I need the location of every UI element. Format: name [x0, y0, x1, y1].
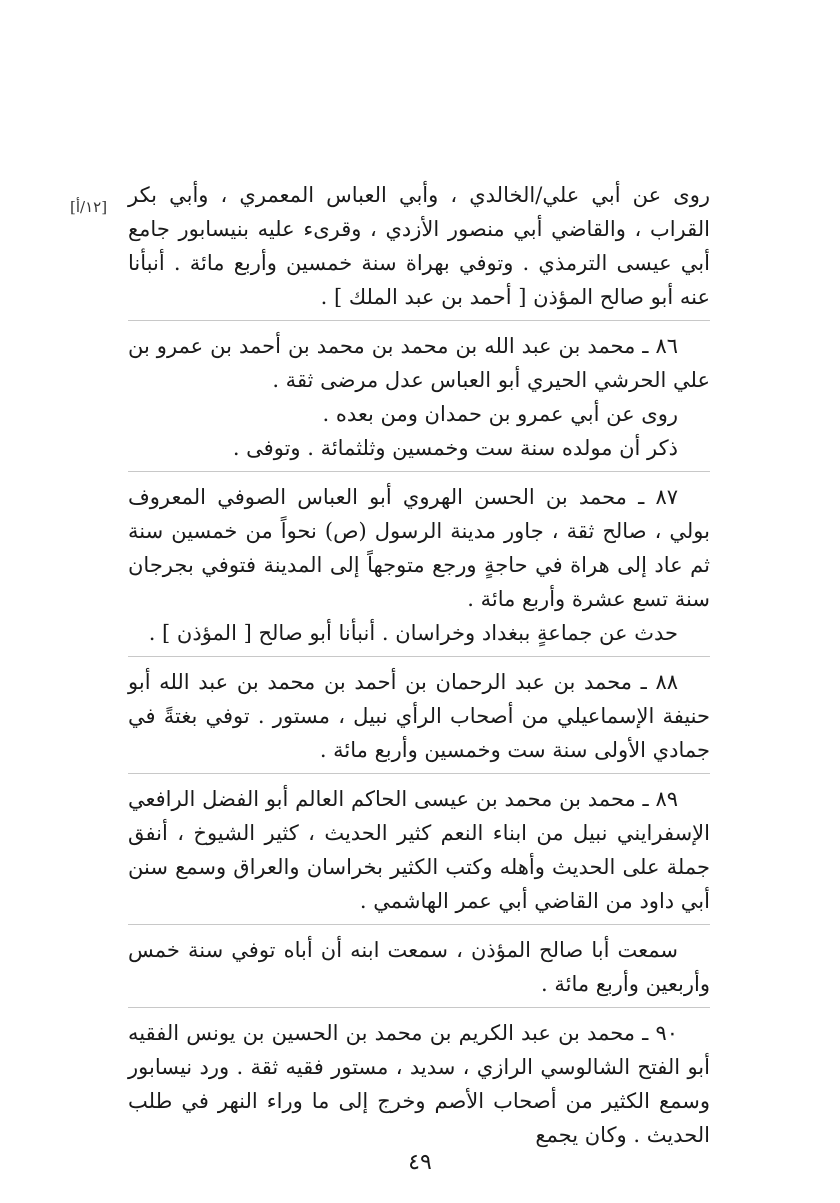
- entry-divider: [128, 924, 710, 925]
- entry-90-heading: ٩٠ ـ محمد بن عبد الكريم بن محمد بن الحسين بن يونس الفقيه أبو الفتح الشالوسي الرازي ، سديد ، مستور فقيه ثقة . ورد نيسابور وسمع الكثير من أصحاب الأصم وخرج إلى ما وراء النهر في طلب الحديث . وكان يجمع: [128, 1021, 710, 1147]
- entry-divider: [128, 656, 710, 657]
- entry-divider: [128, 773, 710, 774]
- entry-divider: [128, 1007, 710, 1008]
- entry-87-heading: ٨٧ ـ محمد بن الحسن الهروي أبو العباس الصوفي المعروف بولي ، صالح ثقة ، جاور مدينة الرسول (ص) نحواً من خمسين سنة ثم عاد إلى هراة في حاجةٍ ورجع متوجهاً إلى المدينة فتوفي بجرجان سنة تسع عشرة وأربع مائة .: [128, 485, 710, 611]
- entry-88-heading: ٨٨ ـ محمد بن عبد الرحمان بن أحمد بن محمد بن عبد الله أبو حنيفة الإسماعيلي من أصحاب الرأي نبيل ، مستور . توفي بغتةً في جمادي الأولى سنة ست وخمسين وأربع مائة .: [128, 670, 710, 762]
- entry-89-heading: ٨٩ ـ محمد بن محمد بن عيسى الحاكم العالم أبو الفضل الرافعي الإسفرايني نبيل من ابناء النعم كثير الحديث ، كثير الشيوخ ، أنفق جملة على الحديث وأهله وكتب الكثير بخراسان والعراق وسمع سنن أبي داود من القاضي أبي عمر الهاشمي .: [128, 787, 710, 913]
- entry-divider: [128, 320, 710, 321]
- entry-87-narration: حدث عن جماعةٍ ببغداد وخراسان . أنبأنا أبو صالح [ المؤذن ] .: [148, 621, 678, 645]
- paragraph-intro: روى عن أبي علي/الخالدي ، وأبي العباس المعمري ، وأبي بكر القراب ، والقاضي أبي منصور الأزدي ، وقرىء عليه بنيسابور جامع أبي عيسى الترمذي . وتوفي بهراة سنة خمسين وأربع مائة . أنبأنا عنه أبو صالح المؤذن [ أحمد بن عبد الملك ] .: [128, 183, 710, 309]
- entry-89-narration: سمعت أبا صالح المؤذن ، سمعت ابنه أن أباه توفي سنة خمس وأربعين وأربع مائة .: [128, 938, 710, 996]
- entry-86-death: ذكر أن مولده سنة ست وخمسين وثلثمائة . وتوفى .: [232, 436, 678, 460]
- entry-86-narration: روى عن أبي عمرو بن حمدان ومن بعده .: [322, 402, 678, 426]
- page-number: ٤٩: [408, 1150, 432, 1175]
- entry-divider: [128, 471, 710, 472]
- entry-86-heading: ٨٦ ـ محمد بن عبد الله بن محمد بن محمد بن أحمد بن عمرو بن علي الحرشي الحيري أبو العباس عدل مرضى ثقة .: [128, 334, 710, 392]
- text-column: [128, 178, 710, 1152]
- folio-marginal-reference: [١٢/أ]: [70, 198, 108, 216]
